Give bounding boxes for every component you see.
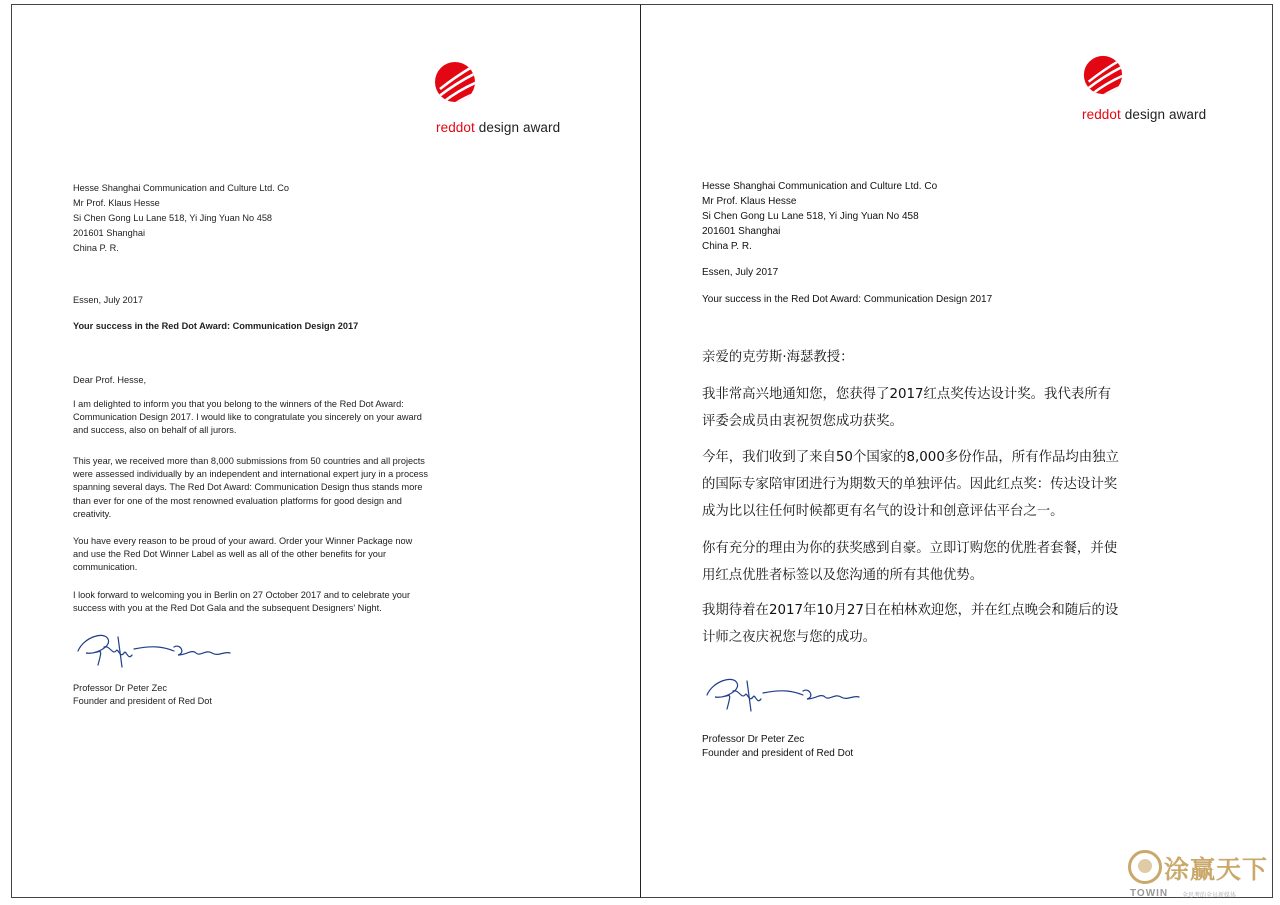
address-line: Si Chen Gong Lu Lane 518, Yi Jing Yuan No 458 bbox=[73, 213, 273, 223]
watermark-cn: 涂赢天下 bbox=[1164, 855, 1269, 884]
address-line: Hesse Shanghai Communication and Culture Ltd. Co bbox=[73, 183, 290, 193]
body-paragraph: This year, we received more than 8,000 submissions from 50 countries and all projects were assessed individually by an independent and international expert jury in a process spanning several days. The Red Dot Award: Communication Design thus stands more than ever for one of the most renowned evaluation platforms for good design and creativity. bbox=[73, 456, 428, 519]
letter-date: Essen, July 2017 bbox=[702, 267, 779, 278]
letter-salutation: Dear Prof. Hesse, bbox=[73, 375, 147, 385]
reddot-logo bbox=[1081, 53, 1221, 133]
body-paragraph: 我期待着在2017年10月27日在柏林欢迎您，并在红点晚会和随后的设 计师之夜庆祝您与您的成功。 bbox=[702, 603, 1119, 645]
address-line: 201601 Shanghai bbox=[702, 226, 781, 237]
body-paragraph: You have every reason to be proud of your award. Order your Winner Package now and use the Red Dot Winner Label as well as all of the other benefits for your communication. bbox=[73, 536, 413, 573]
letter-page-english bbox=[11, 4, 641, 898]
address-line: China P. R. bbox=[702, 241, 752, 252]
letter-subject: Your success in the Red Dot Award: Communication Design 2017 bbox=[73, 321, 359, 331]
letter-date: Essen, July 2017 bbox=[73, 295, 143, 305]
letter-subject: Your success in the Red Dot Award: Communication Design 2017 bbox=[702, 294, 993, 305]
reddot-logo-icon bbox=[1081, 53, 1125, 97]
recipient-address bbox=[702, 179, 937, 254]
address-line: Hesse Shanghai Communication and Culture Ltd. Co bbox=[702, 181, 938, 192]
signer-block bbox=[73, 682, 212, 708]
signer-title: Founder and president of Red Dot bbox=[702, 747, 854, 759]
body-paragraph: I am delighted to inform you that you belong to the winners of the Red Dot Award: Communication Design 2017. I would like to congratulate you sincerely on your award and success, also on behalf of all jurors. bbox=[73, 399, 422, 436]
reddot-logo-icon bbox=[432, 59, 478, 105]
address-line: 201601 Shanghai bbox=[73, 228, 146, 238]
body-paragraph: 你有充分的理由为你的获奖感到自豪。立即订购您的优胜者套餐，并使 用红点优胜者标签以及您沟通的所有其他优势。 bbox=[702, 541, 1118, 583]
signature bbox=[703, 669, 863, 717]
watermark-tagline: 全思考的全员新媒体 bbox=[1182, 893, 1237, 899]
reddot-wordmark: reddot design award bbox=[1082, 107, 1207, 122]
signer-block bbox=[702, 733, 853, 760]
recipient-address bbox=[73, 181, 289, 256]
address-line: Mr Prof. Klaus Hesse bbox=[702, 196, 797, 207]
letter-salutation: 亲爱的克劳斯·海瑟教授： bbox=[702, 350, 854, 365]
signer-name: Professor Dr Peter Zec bbox=[702, 734, 805, 745]
body-paragraph: 我非常高兴地通知您，您获得了2017红点奖传达设计奖。我代表所有 评委会成员由衷祝贺您成功获奖。 bbox=[702, 387, 1112, 429]
towin-watermark bbox=[1122, 846, 1280, 905]
body-paragraph: I look forward to welcoming you in Berlin on 27 October 2017 and to celebrate your success with you at the Red Dot Gala and the subsequent Designers' Night. bbox=[73, 590, 411, 614]
address-line: Mr Prof. Klaus Hesse bbox=[73, 198, 160, 208]
reddot-logo bbox=[432, 59, 572, 139]
body-paragraph: 今年，我们收到了来自50个国家的8,000多份作品，所有作品均由独立 的国际专家陪审团进行为期数天的单独评估。因此红点奖：传达设计奖 成为比以往任何时候都更有名气的设计和创意评估平台之一。 bbox=[702, 450, 1119, 519]
letter-page-chinese bbox=[641, 4, 1273, 898]
watermark-en: TOWIN bbox=[1130, 888, 1169, 899]
signer-name: Professor Dr Peter Zec bbox=[73, 683, 167, 693]
reddot-wordmark: reddot design award bbox=[436, 120, 561, 135]
address-line: Si Chen Gong Lu Lane 518, Yi Jing Yuan No 458 bbox=[702, 211, 919, 222]
address-line: China P. R. bbox=[73, 243, 119, 253]
towin-logo-icon bbox=[1128, 850, 1162, 884]
signature bbox=[74, 625, 234, 673]
signer-title: Founder and president of Red Dot bbox=[73, 696, 212, 706]
